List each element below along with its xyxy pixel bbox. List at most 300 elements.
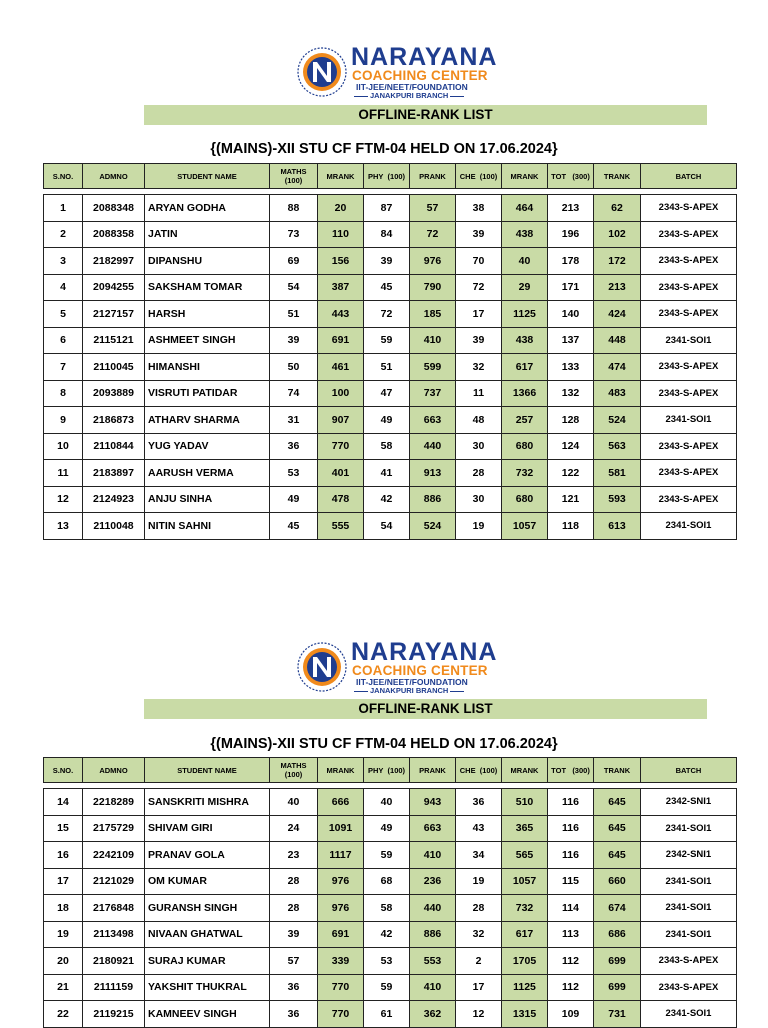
table-row xyxy=(44,815,737,842)
cell-mrank: 907 xyxy=(318,407,364,434)
cell-che: 28 xyxy=(456,460,502,487)
cell-sno: 19 xyxy=(44,921,83,948)
cell-admno: 2218289 xyxy=(83,789,145,816)
cell-trank: 645 xyxy=(594,815,641,842)
cell-admno: 2093889 xyxy=(83,380,145,407)
cell-maths: 88 xyxy=(270,195,318,222)
cell-crank: 732 xyxy=(502,460,548,487)
cell-mrank: 110 xyxy=(318,221,364,248)
cell-che: 36 xyxy=(456,789,502,816)
cell-batch: 2343-S-APEX xyxy=(641,486,737,513)
cell-tot: 118 xyxy=(548,513,594,540)
cell-phy: 59 xyxy=(364,974,410,1001)
cell-prank: 362 xyxy=(410,1001,456,1028)
cell-che: 28 xyxy=(456,895,502,922)
col-mrank: MRANK xyxy=(318,758,364,783)
cell-sno: 9 xyxy=(44,407,83,434)
cell-tot: 122 xyxy=(548,460,594,487)
cell-trank: 686 xyxy=(594,921,641,948)
table-row xyxy=(44,460,737,487)
cell-sno: 7 xyxy=(44,354,83,381)
cell-maths: 73 xyxy=(270,221,318,248)
cell-mrank: 976 xyxy=(318,868,364,895)
cell-crank: 438 xyxy=(502,221,548,248)
col-admno: ADMNO xyxy=(83,758,145,783)
cell-che: 2 xyxy=(456,948,502,975)
col-maths: MATHS (100) xyxy=(270,758,318,783)
cell-name: KAMNEEV SINGH xyxy=(145,1001,270,1028)
cell-name: DIPANSHU xyxy=(145,248,270,275)
cell-maths: 23 xyxy=(270,842,318,869)
cell-admno: 2088358 xyxy=(83,221,145,248)
cell-prank: 886 xyxy=(410,486,456,513)
cell-maths: 49 xyxy=(270,486,318,513)
cell-trank: 593 xyxy=(594,486,641,513)
cell-batch: 2343-S-APEX xyxy=(641,354,737,381)
cell-maths: 36 xyxy=(270,974,318,1001)
cell-maths: 69 xyxy=(270,248,318,275)
table-row xyxy=(44,248,737,275)
cell-sno: 8 xyxy=(44,380,83,407)
col-crank: MRANK xyxy=(502,758,548,783)
cell-che: 43 xyxy=(456,815,502,842)
cell-maths: 45 xyxy=(270,513,318,540)
table-row xyxy=(44,1001,737,1028)
cell-prank: 440 xyxy=(410,895,456,922)
cell-mrank: 443 xyxy=(318,301,364,328)
cell-trank: 581 xyxy=(594,460,641,487)
cell-crank: 617 xyxy=(502,921,548,948)
cell-che: 70 xyxy=(456,248,502,275)
cell-che: 38 xyxy=(456,195,502,222)
cell-phy: 49 xyxy=(364,815,410,842)
cell-sno: 17 xyxy=(44,868,83,895)
cell-che: 12 xyxy=(456,1001,502,1028)
narayana-emblem-icon xyxy=(296,46,348,98)
cell-admno: 2115121 xyxy=(83,327,145,354)
table-row xyxy=(44,433,737,460)
cell-trank: 474 xyxy=(594,354,641,381)
cell-tot: 132 xyxy=(548,380,594,407)
cell-prank: 913 xyxy=(410,460,456,487)
cell-prank: 663 xyxy=(410,815,456,842)
col-phy: PHY (100) xyxy=(364,758,410,783)
cell-name: NIVAAN GHATWAL xyxy=(145,921,270,948)
cell-admno: 2175729 xyxy=(83,815,145,842)
cell-sno: 20 xyxy=(44,948,83,975)
table-row xyxy=(44,842,737,869)
brand-line-2: IIT-JEE/NEET/FOUNDATION xyxy=(356,677,468,687)
cell-phy: 41 xyxy=(364,460,410,487)
cell-phy: 51 xyxy=(364,354,410,381)
cell-tot: 116 xyxy=(548,842,594,869)
table-row xyxy=(44,195,737,222)
cell-maths: 74 xyxy=(270,380,318,407)
cell-maths: 54 xyxy=(270,274,318,301)
cell-sno: 14 xyxy=(44,789,83,816)
cell-prank: 410 xyxy=(410,842,456,869)
cell-che: 17 xyxy=(456,974,502,1001)
cell-tot: 112 xyxy=(548,974,594,1001)
cell-tot: 196 xyxy=(548,221,594,248)
cell-prank: 599 xyxy=(410,354,456,381)
rank-table-1 xyxy=(43,163,737,540)
cell-batch: 2343-S-APEX xyxy=(641,948,737,975)
exam-subtitle: {(MAINS)-XII STU CF FTM-04 HELD ON 17.06.2024} xyxy=(210,736,558,752)
cell-trank: 172 xyxy=(594,248,641,275)
cell-che: 19 xyxy=(456,868,502,895)
cell-admno: 2180921 xyxy=(83,948,145,975)
cell-batch: 2343-S-APEX xyxy=(641,433,737,460)
cell-mrank: 770 xyxy=(318,1001,364,1028)
cell-sno: 18 xyxy=(44,895,83,922)
cell-prank: 886 xyxy=(410,921,456,948)
cell-maths: 36 xyxy=(270,1001,318,1028)
rank-table-2-body xyxy=(44,783,737,1028)
cell-mrank: 691 xyxy=(318,921,364,948)
table-row xyxy=(44,380,737,407)
col-phy: PHY (100) xyxy=(364,164,410,189)
cell-trank: 213 xyxy=(594,274,641,301)
cell-maths: 36 xyxy=(270,433,318,460)
cell-maths: 51 xyxy=(270,301,318,328)
cell-name: VISRUTI PATIDAR xyxy=(145,380,270,407)
cell-che: 32 xyxy=(456,921,502,948)
cell-tot: 171 xyxy=(548,274,594,301)
col-trank: TRANK xyxy=(594,164,641,189)
cell-sno: 5 xyxy=(44,301,83,328)
cell-mrank: 339 xyxy=(318,948,364,975)
cell-sno: 22 xyxy=(44,1001,83,1028)
table-row xyxy=(44,895,737,922)
cell-maths: 28 xyxy=(270,895,318,922)
cell-trank: 660 xyxy=(594,868,641,895)
cell-name: HARSH xyxy=(145,301,270,328)
cell-maths: 39 xyxy=(270,327,318,354)
cell-admno: 2111159 xyxy=(83,974,145,1001)
cell-mrank: 770 xyxy=(318,974,364,1001)
cell-admno: 2176848 xyxy=(83,895,145,922)
cell-batch: 2341-SOI1 xyxy=(641,1001,737,1028)
cell-mrank: 691 xyxy=(318,327,364,354)
col-tot: TOT (300) xyxy=(548,758,594,783)
cell-name: JATIN xyxy=(145,221,270,248)
cell-mrank: 770 xyxy=(318,433,364,460)
cell-sno: 10 xyxy=(44,433,83,460)
cell-trank: 613 xyxy=(594,513,641,540)
cell-tot: 115 xyxy=(548,868,594,895)
cell-prank: 524 xyxy=(410,513,456,540)
table-header-row xyxy=(44,164,737,189)
table-row xyxy=(44,407,737,434)
cell-name: HIMANSHI xyxy=(145,354,270,381)
table-row xyxy=(44,513,737,540)
table-row xyxy=(44,274,737,301)
cell-name: NITIN SAHNI xyxy=(145,513,270,540)
table-row xyxy=(44,221,737,248)
cell-trank: 483 xyxy=(594,380,641,407)
cell-tot: 140 xyxy=(548,301,594,328)
cell-sno: 13 xyxy=(44,513,83,540)
cell-trank: 699 xyxy=(594,948,641,975)
cell-admno: 2110045 xyxy=(83,354,145,381)
brand-line-1: COACHING CENTER xyxy=(352,68,488,83)
cell-name: SAKSHAM TOMAR xyxy=(145,274,270,301)
cell-name: ARYAN GODHA xyxy=(145,195,270,222)
cell-crank: 1057 xyxy=(502,868,548,895)
cell-mrank: 1117 xyxy=(318,842,364,869)
cell-phy: 72 xyxy=(364,301,410,328)
cell-admno: 2119215 xyxy=(83,1001,145,1028)
cell-admno: 2110844 xyxy=(83,433,145,460)
cell-prank: 440 xyxy=(410,433,456,460)
cell-trank: 563 xyxy=(594,433,641,460)
cell-trank: 424 xyxy=(594,301,641,328)
cell-mrank: 401 xyxy=(318,460,364,487)
cell-maths: 57 xyxy=(270,948,318,975)
cell-batch: 2343-S-APEX xyxy=(641,974,737,1001)
cell-phy: 45 xyxy=(364,274,410,301)
cell-trank: 674 xyxy=(594,895,641,922)
cell-phy: 54 xyxy=(364,513,410,540)
col-sno: S.NO. xyxy=(44,758,83,783)
cell-maths: 28 xyxy=(270,868,318,895)
cell-admno: 2113498 xyxy=(83,921,145,948)
cell-phy: 84 xyxy=(364,221,410,248)
cell-batch: 2342-SNI1 xyxy=(641,842,737,869)
cell-batch: 2343-S-APEX xyxy=(641,221,737,248)
cell-phy: 87 xyxy=(364,195,410,222)
cell-sno: 2 xyxy=(44,221,83,248)
table-row xyxy=(44,486,737,513)
cell-maths: 39 xyxy=(270,921,318,948)
rank-table-1-body xyxy=(44,189,737,540)
cell-che: 17 xyxy=(456,301,502,328)
cell-name: SHIVAM GIRI xyxy=(145,815,270,842)
cell-tot: 137 xyxy=(548,327,594,354)
cell-crank: 680 xyxy=(502,433,548,460)
table-row xyxy=(44,301,737,328)
cell-admno: 2121029 xyxy=(83,868,145,895)
cell-tot: 213 xyxy=(548,195,594,222)
cell-prank: 57 xyxy=(410,195,456,222)
cell-batch: 2343-S-APEX xyxy=(641,248,737,275)
cell-mrank: 156 xyxy=(318,248,364,275)
cell-crank: 1366 xyxy=(502,380,548,407)
cell-sno: 21 xyxy=(44,974,83,1001)
cell-crank: 1705 xyxy=(502,948,548,975)
cell-batch: 2343-S-APEX xyxy=(641,380,737,407)
cell-prank: 737 xyxy=(410,380,456,407)
cell-admno: 2088348 xyxy=(83,195,145,222)
cell-name: YAKSHIT THUKRAL xyxy=(145,974,270,1001)
cell-crank: 257 xyxy=(502,407,548,434)
brand-line-3: JANAKPURI BRANCH xyxy=(352,687,466,695)
cell-mrank: 20 xyxy=(318,195,364,222)
cell-trank: 645 xyxy=(594,842,641,869)
cell-prank: 553 xyxy=(410,948,456,975)
cell-che: 34 xyxy=(456,842,502,869)
cell-maths: 53 xyxy=(270,460,318,487)
cell-maths: 24 xyxy=(270,815,318,842)
cell-prank: 185 xyxy=(410,301,456,328)
col-batch: BATCH xyxy=(641,164,737,189)
col-che: CHE (100) xyxy=(456,758,502,783)
cell-maths: 31 xyxy=(270,407,318,434)
cell-prank: 72 xyxy=(410,221,456,248)
table-row xyxy=(44,327,737,354)
cell-name: ASHMEET SINGH xyxy=(145,327,270,354)
cell-prank: 663 xyxy=(410,407,456,434)
cell-phy: 59 xyxy=(364,842,410,869)
cell-mrank: 976 xyxy=(318,895,364,922)
cell-crank: 1125 xyxy=(502,301,548,328)
col-prank: PRANK xyxy=(410,758,456,783)
cell-crank: 438 xyxy=(502,327,548,354)
cell-phy: 53 xyxy=(364,948,410,975)
cell-crank: 732 xyxy=(502,895,548,922)
cell-mrank: 387 xyxy=(318,274,364,301)
cell-trank: 62 xyxy=(594,195,641,222)
cell-batch: 2343-S-APEX xyxy=(641,301,737,328)
cell-trank: 731 xyxy=(594,1001,641,1028)
cell-batch: 2342-SNI1 xyxy=(641,789,737,816)
cell-crank: 617 xyxy=(502,354,548,381)
cell-che: 39 xyxy=(456,327,502,354)
cell-che: 39 xyxy=(456,221,502,248)
cell-name: YUG YADAV xyxy=(145,433,270,460)
col-che: CHE (100) xyxy=(456,164,502,189)
cell-tot: 121 xyxy=(548,486,594,513)
cell-prank: 976 xyxy=(410,248,456,275)
cell-admno: 2110048 xyxy=(83,513,145,540)
cell-batch: 2341-SOI1 xyxy=(641,921,737,948)
cell-mrank: 100 xyxy=(318,380,364,407)
cell-prank: 236 xyxy=(410,868,456,895)
cell-name: OM KUMAR xyxy=(145,868,270,895)
cell-mrank: 461 xyxy=(318,354,364,381)
cell-trank: 699 xyxy=(594,974,641,1001)
cell-tot: 114 xyxy=(548,895,594,922)
cell-name: GURANSH SINGH xyxy=(145,895,270,922)
cell-che: 30 xyxy=(456,486,502,513)
table-row xyxy=(44,921,737,948)
cell-tot: 178 xyxy=(548,248,594,275)
cell-batch: 2341-SOI1 xyxy=(641,407,737,434)
col-tot: TOT (300) xyxy=(548,164,594,189)
cell-crank: 1057 xyxy=(502,513,548,540)
cell-tot: 124 xyxy=(548,433,594,460)
cell-mrank: 555 xyxy=(318,513,364,540)
cell-prank: 790 xyxy=(410,274,456,301)
cell-admno: 2124923 xyxy=(83,486,145,513)
cell-sno: 16 xyxy=(44,842,83,869)
col-maths: MATHS (100) xyxy=(270,164,318,189)
cell-tot: 116 xyxy=(548,815,594,842)
cell-sno: 1 xyxy=(44,195,83,222)
brand-name: NARAYANA xyxy=(351,43,498,71)
cell-batch: 2343-S-APEX xyxy=(641,460,737,487)
col-admno: ADMNO xyxy=(83,164,145,189)
cell-admno: 2186873 xyxy=(83,407,145,434)
table-row xyxy=(44,354,737,381)
col-name: STUDENT NAME xyxy=(145,758,270,783)
cell-batch: 2341-SOI1 xyxy=(641,513,737,540)
cell-tot: 128 xyxy=(548,407,594,434)
col-name: STUDENT NAME xyxy=(145,164,270,189)
cell-phy: 47 xyxy=(364,380,410,407)
cell-crank: 565 xyxy=(502,842,548,869)
cell-name: SURAJ KUMAR xyxy=(145,948,270,975)
cell-admno: 2182997 xyxy=(83,248,145,275)
cell-crank: 1315 xyxy=(502,1001,548,1028)
cell-crank: 1125 xyxy=(502,974,548,1001)
cell-trank: 102 xyxy=(594,221,641,248)
cell-admno: 2183897 xyxy=(83,460,145,487)
exam-subtitle: {(MAINS)-XII STU CF FTM-04 HELD ON 17.06.2024} xyxy=(210,141,558,157)
cell-crank: 464 xyxy=(502,195,548,222)
cell-sno: 15 xyxy=(44,815,83,842)
brand-line-1: COACHING CENTER xyxy=(352,663,488,678)
cell-che: 19 xyxy=(456,513,502,540)
cell-che: 11 xyxy=(456,380,502,407)
cell-phy: 40 xyxy=(364,789,410,816)
cell-mrank: 1091 xyxy=(318,815,364,842)
cell-phy: 61 xyxy=(364,1001,410,1028)
cell-tot: 112 xyxy=(548,948,594,975)
cell-admno: 2242109 xyxy=(83,842,145,869)
cell-crank: 29 xyxy=(502,274,548,301)
cell-sno: 6 xyxy=(44,327,83,354)
table-row xyxy=(44,868,737,895)
cell-phy: 42 xyxy=(364,486,410,513)
cell-phy: 42 xyxy=(364,921,410,948)
cell-crank: 40 xyxy=(502,248,548,275)
col-sno: S.NO. xyxy=(44,164,83,189)
cell-crank: 510 xyxy=(502,789,548,816)
cell-crank: 680 xyxy=(502,486,548,513)
cell-name: ATHARV SHARMA xyxy=(145,407,270,434)
cell-che: 30 xyxy=(456,433,502,460)
brand-name: NARAYANA xyxy=(351,638,498,666)
cell-name: PRANAV GOLA xyxy=(145,842,270,869)
table-header-row xyxy=(44,758,737,783)
cell-name: AARUSH VERMA xyxy=(145,460,270,487)
cell-trank: 448 xyxy=(594,327,641,354)
cell-batch: 2341-SOI1 xyxy=(641,895,737,922)
cell-prank: 943 xyxy=(410,789,456,816)
cell-tot: 116 xyxy=(548,789,594,816)
cell-crank: 365 xyxy=(502,815,548,842)
table-row xyxy=(44,948,737,975)
cell-prank: 410 xyxy=(410,974,456,1001)
narayana-emblem-icon xyxy=(296,641,348,693)
cell-tot: 133 xyxy=(548,354,594,381)
cell-phy: 49 xyxy=(364,407,410,434)
cell-tot: 109 xyxy=(548,1001,594,1028)
col-trank: TRANK xyxy=(594,758,641,783)
narayana-logo xyxy=(296,44,496,100)
cell-trank: 645 xyxy=(594,789,641,816)
cell-prank: 410 xyxy=(410,327,456,354)
cell-name: ANJU SINHA xyxy=(145,486,270,513)
col-mrank: MRANK xyxy=(318,164,364,189)
cell-che: 48 xyxy=(456,407,502,434)
cell-phy: 58 xyxy=(364,895,410,922)
cell-batch: 2343-S-APEX xyxy=(641,274,737,301)
cell-phy: 59 xyxy=(364,327,410,354)
rank-list-banner: OFFLINE-RANK LIST xyxy=(144,699,707,719)
